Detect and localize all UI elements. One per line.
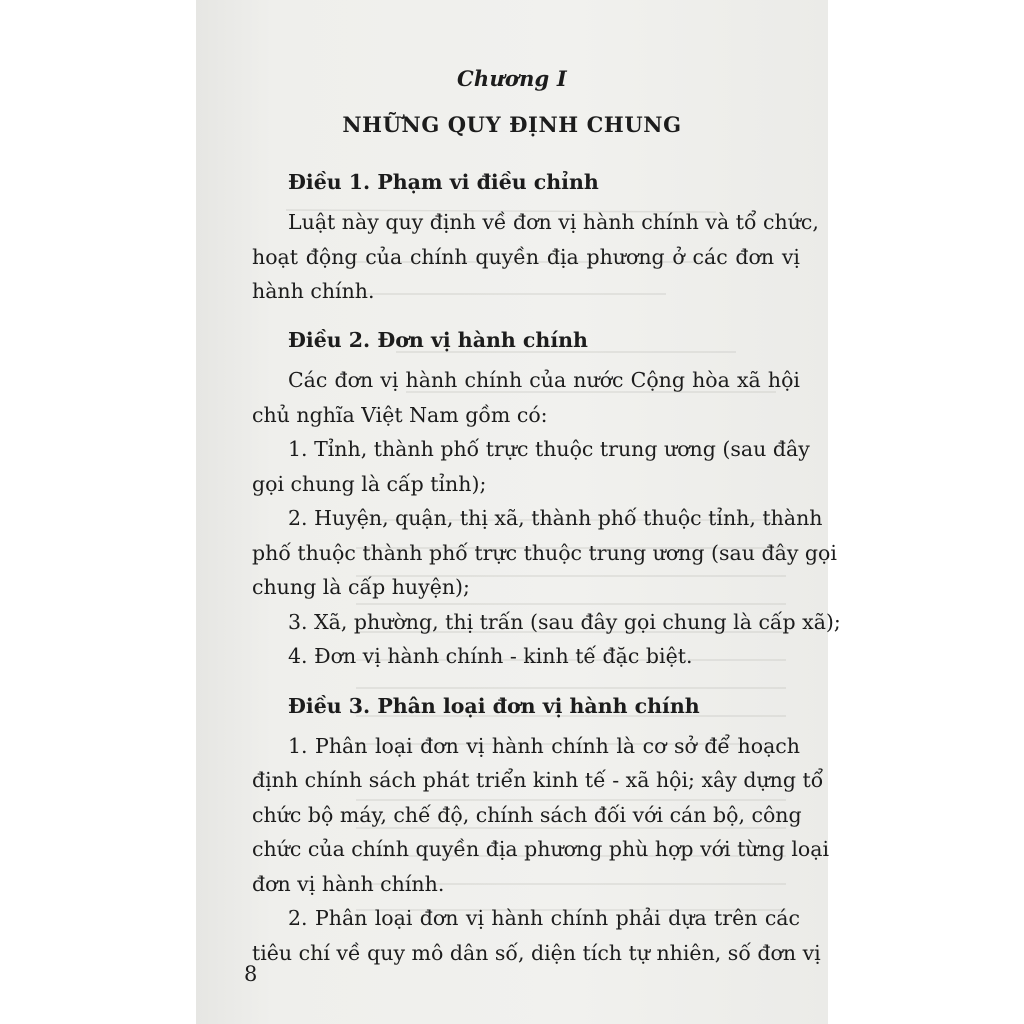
article-2-heading: Điều 2. Đơn vị hành chính (288, 328, 588, 352)
article-2-line-1: Các đơn vị hành chính của nước Cộng hòa xã hội (288, 368, 800, 392)
article-2-line-5: 2. Huyện, quận, thị xã, thành phố thuộc tỉnh, thành (288, 506, 823, 530)
article-2-line-9: 4. Đơn vị hành chính - kinh tế đặc biệt. (288, 644, 693, 668)
article-2-line-4: gọi chung là cấp tỉnh); (252, 472, 487, 496)
article-2-line-3: 1. Tỉnh, thành phố trực thuộc trung ương (sau đây (288, 437, 810, 461)
chapter-label: Chương I (457, 66, 567, 91)
article-3-line-7: tiêu chí về quy mô dân số, diện tích tự nhiên, số đơn vị (252, 941, 821, 965)
article-3-line-4: chức của chính quyền địa phương phù hợp với từng loại (252, 837, 830, 861)
article-1-line-1: Luật này quy định về đơn vị hành chính và tổ chức, (288, 210, 819, 234)
article-3-line-1: 1. Phân loại đơn vị hành chính là cơ sở để hoạch (288, 734, 800, 758)
article-3-line-3: chức bộ máy, chế độ, chính sách đối với cán bộ, công (252, 803, 802, 827)
article-2-line-6: phố thuộc thành phố trực thuộc trung ương (sau đây gọi (252, 541, 837, 565)
article-1-line-3: hành chính. (252, 279, 375, 303)
article-1-line-2: hoạt động của chính quyền địa phương ở các đơn vị (252, 245, 800, 269)
article-3-line-6: 2. Phân loại đơn vị hành chính phải dựa trên các (288, 906, 800, 930)
article-1-heading: Điều 1. Phạm vi điều chỉnh (288, 170, 599, 194)
article-3-heading: Điều 3. Phân loại đơn vị hành chính (288, 694, 700, 718)
article-2-line-7: chung là cấp huyện); (252, 575, 470, 599)
page-number: 8 (244, 962, 258, 986)
article-2-line-8: 3. Xã, phường, thị trấn (sau đây gọi chung là cấp xã); (288, 610, 841, 634)
book-page (196, 0, 841, 1024)
article-3-line-2: định chính sách phát triển kinh tế - xã hội; xây dựng tổ (252, 768, 824, 792)
chapter-title: NHỮNG QUY ĐỊNH CHUNG (342, 112, 682, 137)
article-2-line-2: chủ nghĩa Việt Nam gồm có: (252, 403, 548, 427)
article-3-line-5: đơn vị hành chính. (252, 872, 445, 896)
